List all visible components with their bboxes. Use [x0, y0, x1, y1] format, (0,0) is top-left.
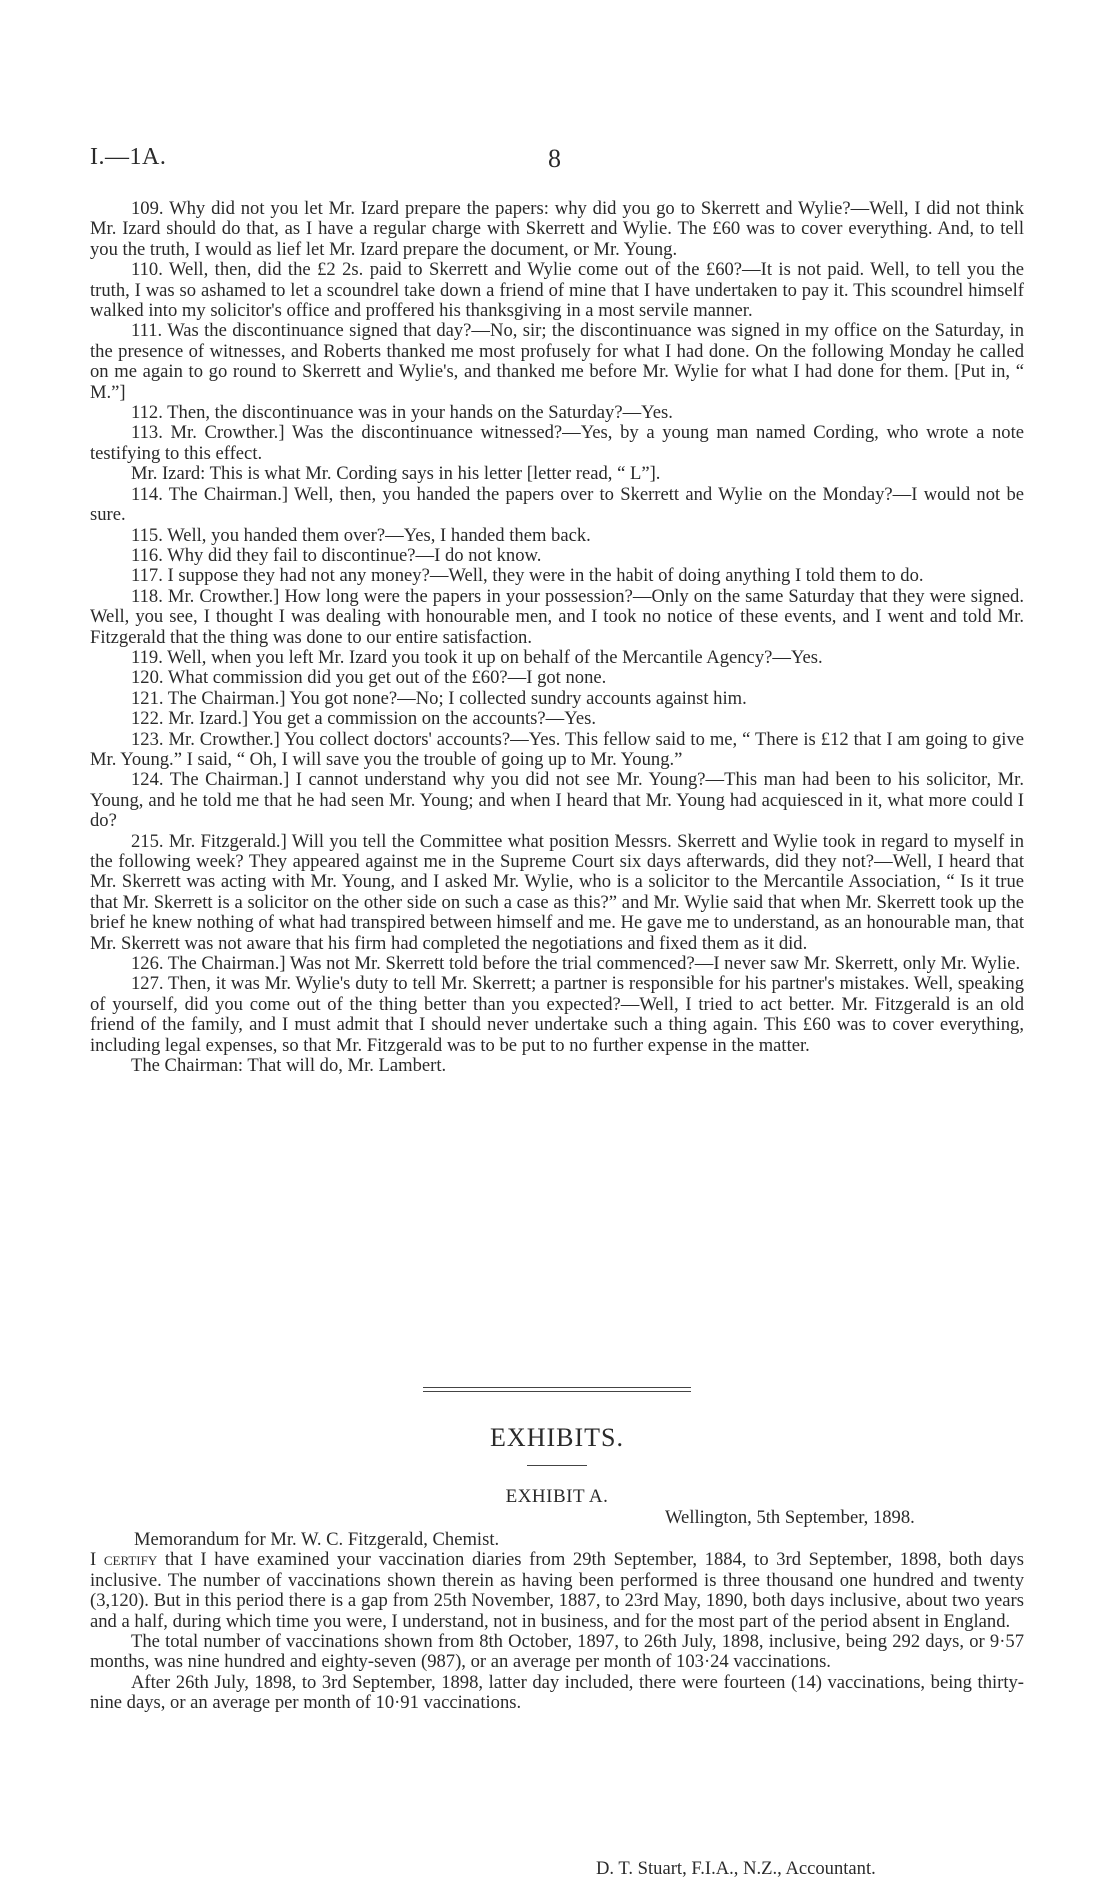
question-114: 114. The Chairman.] Well, then, you handed the papers over to Skerrett and Wylie on the Monday?—I would not be sure.: [90, 483, 1024, 526]
document-reference: I.—1A.: [90, 144, 167, 170]
question-117: 117. I suppose they had not any money?—Well, they were in the habit of doing anything I told them to do.: [131, 565, 924, 587]
chairman-closing-remark: The Chairman: That will do, Mr. Lambert.: [131, 1055, 447, 1077]
question-116: 116. Why did they fail to discontinue?—I do not know.: [131, 544, 542, 566]
question-120: 120. What commission did you get out of the £60?—I got none.: [131, 667, 607, 689]
question-109: 109. Why did not you let Mr. Izard prepare the papers: why did you go to Skerrett and Wylie?—Well, I did not think Mr. Izard should do that, as I have a regular charge with Skerrett and Wylie. The £60 was to cover everything. And, to tell you the truth, I would as lief let Mr. Izard prepare the document, or Mr. Young.: [90, 198, 1024, 260]
question-122: 122. Mr. Izard.] You get a commission on the accounts?—Yes.: [131, 708, 596, 730]
certify-word: I certify: [90, 1549, 158, 1571]
exhibit-paragraph-1: [90, 1550, 1024, 1632]
question-127: 127. Then, it was Mr. Wylie's duty to tell Mr. Skerrett; a partner is responsible for his partner's mistakes. Well, speaking of yourself, did you come out of the thing better than you expected?—Well, I tried to act better. Mr. Fitzgerald is an old friend of the family, and I must admit that I should never undertake such a thing again. This £60 was to cover everything, including legal expenses, so that Mr. Fitzgerald was to be put to no further expense in the matter.: [90, 973, 1024, 1056]
accountant-signature: D. T. Stuart, F.I.A., N.Z., Accountant.: [596, 1858, 876, 1879]
question-113: 113. Mr. Crowther.] Was the discontinuance witnessed?—Yes, by a young man named Cording, who wrote a note testifying to this effect.: [90, 422, 1024, 464]
question-115: 115. Well, you handed them over?—Yes, I handed them back.: [131, 524, 591, 546]
exhibit-a-body: [90, 1530, 1024, 1714]
question-126: 126. The Chairman.] Was not Mr. Skerrett told before the trial commenced?—I never saw Mr. Skerrett, only Mr. Wylie.: [131, 953, 1021, 975]
statement-mr-izard: Mr. Izard: This is what Mr. Cording says in his letter [letter read, “ L”].: [131, 463, 661, 485]
exhibit-date-line: Wellington, 5th September, 1898.: [665, 1507, 915, 1528]
heading-underline: [527, 1465, 587, 1466]
section-divider: [423, 1387, 691, 1388]
section-divider: [423, 1391, 691, 1392]
question-124: 124. The Chairman.] I cannot understand why you did not see Mr. Young?—This man had been to his solicitor, Mr. Young, and he told me that he had seen Mr. Young; and when I heard that Mr. Young had acquiesced in it, what more could I do?: [90, 769, 1024, 832]
question-118: 118. Mr. Crowther.] How long were the papers in your possession?—Only on the same Saturday that they were signed. Well, you see, I thought I was dealing with honourable men, and I took no notice of these events, and I went and told Mr. Fitzgerald that the thing was done to our entire satisfaction.: [90, 585, 1024, 648]
question-112: 112. Then, the discontinuance was in your hands on the Saturday?—Yes.: [131, 402, 673, 424]
testimony-body: [90, 199, 1024, 1076]
question-123: 123. Mr. Crowther.] You collect doctors' accounts?—Yes. This fellow said to me, “ There is £12 that I am going to give Mr. Young.” I said, “ Oh, I will save you the trouble of going up to Mr. Young.”: [90, 728, 1024, 770]
question-215: 215. Mr. Fitzgerald.] Will you tell the Committee what position Messrs. Skerrett and Wylie took in regard to myself in the following week? They appeared against me in the Supreme Court six days afterwards, did they not?—Well, I heard that Mr. Skerrett was acting with Mr. Young, and I asked Mr. Wylie, who is a solicitor to the Mercantile Association, “ Is it true that Mr. Skerrett is a solicitor on the other side on such a case as this?” and Mr. Wylie said that when Mr. Skerrett took up the brief he knew nothing of what had transpired between himself and me. He gave me to understand, as an honourable man, that Mr. Skerrett was not aware that his firm had completed the negotiations and fixed them as it did.: [90, 830, 1024, 954]
question-110: 110. Well, then, did the £2 2s. paid to Skerrett and Wylie come out of the £60?—It is not paid. Well, to tell you the truth, I was so ashamed to let a scoundrel take down a friend of mine that I have undertaken to pay it. This scoundrel himself walked into my solicitor's office and proffered his thanksgiving in a most servile manner.: [90, 259, 1024, 322]
page-number: 8: [548, 144, 562, 173]
question-121: 121. The Chairman.] You got none?—No; I collected sundry accounts against him.: [131, 687, 747, 709]
exhibit-paragraph-3: After 26th July, 1898, to 3rd September, 1898, latter day included, there were fourteen (14) vaccinations, being thirty-nine days, or an average per month of 10·91 vaccinations.: [90, 1671, 1024, 1714]
exhibits-heading: EXHIBITS.: [490, 1423, 624, 1452]
memorandum-line: Memorandum for Mr. W. C. Fitzgerald, Chemist.: [134, 1529, 500, 1550]
question-119: 119. Well, when you left Mr. Izard you took it up on behalf of the Mercantile Agency?—Yes.: [131, 646, 823, 668]
question-111: 111. Was the discontinuance signed that day?—No, sir; the discontinuance was signed in my office on the Saturday, in the presence of witnesses, and Roberts thanked me most profusely for what I had done. On the following Monday he called on me again to go round to Skerrett and Wylie's, and thanked me before Mr. Wylie for what I had done for them. [Put in, “ M.”]: [90, 320, 1024, 403]
exhibit-paragraph-1-text: that I have examined your vaccination diaries from 29th September, 1884, to 3rd September, 1898, both days inclusive. The number of vaccinations shown therein as having been performed is three thousand one hundred and twenty (3,120). But in this period there is a gap from 25th November, 1887, to 23rd May, 1890, both days inclusive, about two years and a half, during which time you were, I understand, not in business, and for the most part of the period absent in England.: [90, 1549, 1024, 1632]
exhibit-a-heading: EXHIBIT A.: [505, 1486, 609, 1507]
exhibit-paragraph-2: The total number of vaccinations shown from 8th October, 1897, to 26th July, 1898, inclusive, being 292 days, or 9·57 months, was nine hundred and eighty-seven (987), or an average per month of 103·24 vaccinations.: [90, 1631, 1024, 1673]
